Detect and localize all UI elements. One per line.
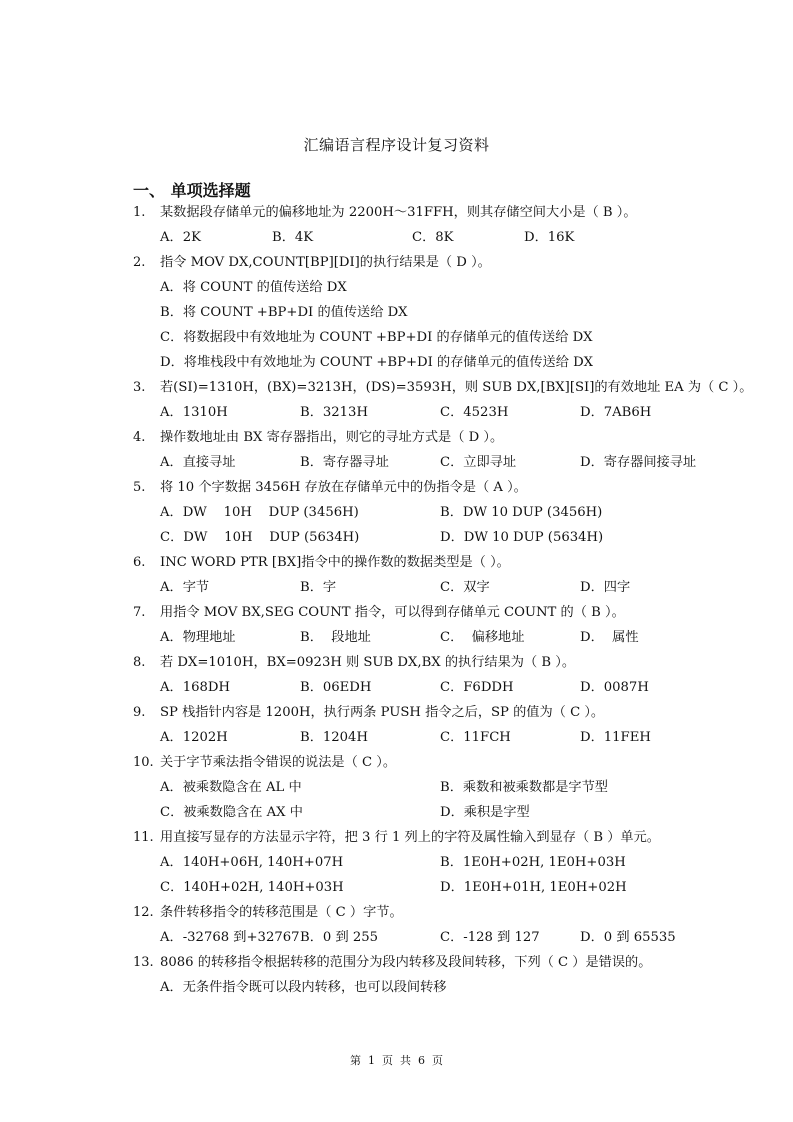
question-text: 将 10 个字数据 3456H 存放在存储单元中的伪指令是（ A ）。 [160, 480, 527, 495]
option-b: B．1E0H+02H, 1E0H+03H [440, 855, 626, 870]
option-b: B．字 [300, 580, 337, 595]
option-b: B．将 COUNT +BP+DI 的值传送给 DX [160, 305, 408, 320]
option-d: D．寄存器间接寻址 [580, 455, 697, 470]
section-heading: 一、 单项选择题 [133, 181, 251, 200]
question-text: 条件转移指令的转移范围是（ C ）字节。 [160, 905, 403, 920]
option-b: B． 段地址 [300, 630, 371, 645]
option-c: C．140H+02H, 140H+03H [160, 880, 344, 895]
question-number: 3. [133, 380, 146, 395]
question-number: 10. [133, 755, 154, 770]
question-text: 用指令 MOV BX,SEG COUNT 指令，可以得到存储单元 COUNT 的（ B ）。 [160, 605, 625, 620]
option-d: D．11FEH [580, 730, 651, 745]
option-b: B．3213H [300, 405, 368, 420]
option-c: C．立即寻址 [440, 455, 517, 470]
option-d: D．0087H [580, 680, 649, 695]
page-title: 汇编语言程序设计复习资料 [303, 136, 490, 154]
option-d: D．乘积是字型 [440, 805, 530, 820]
option-a: A．1202H [160, 730, 228, 745]
question-number: 11. [133, 830, 154, 845]
option-a: A．直接寻址 [160, 455, 236, 470]
option-d: D．0 到 65535 [580, 930, 676, 945]
option-c: C．被乘数隐含在 AX 中 [160, 805, 303, 820]
option-d: D．16K [524, 230, 575, 245]
question-text: 指令 MOV DX,COUNT[BP][DI]的执行结果是（ D ）。 [160, 255, 491, 270]
option-c: C． 偏移地址 [440, 630, 525, 645]
option-c: C．双字 [440, 580, 490, 595]
option-a: A．1310H [160, 405, 228, 420]
option-c: C．4523H [440, 405, 509, 420]
option-d: D．将堆栈段中有效地址为 COUNT +BP+DI 的存储单元的值传送给 DX [160, 355, 594, 370]
option-b: B．1204H [300, 730, 368, 745]
option-a: A．无条件指令既可以段内转移，也可以段间转移 [160, 980, 447, 995]
option-b: B．乘数和被乘数都是字节型 [440, 780, 608, 795]
option-b: B．4K [272, 230, 314, 245]
option-a: A．字节 [160, 580, 210, 595]
question-number: 8. [133, 655, 146, 670]
option-a: A．2K [160, 230, 201, 245]
question-text: 用直接写显存的方法显示字符，把 3 行 1 列上的字符及属性输入到显存（ B ）单元。 [160, 830, 660, 845]
question-number: 1. [133, 205, 146, 220]
option-c: C．8K [412, 230, 454, 245]
option-b: B．06EDH [300, 680, 372, 695]
question-text: 若 DX=1010H，BX=0923H 则 SUB DX,BX 的执行结果为（ B ）。 [160, 655, 576, 670]
option-c: C．-128 到 127 [440, 930, 540, 945]
option-d: D．7AB6H [580, 405, 652, 420]
option-c: C．DW 10H DUP (5634H) [160, 530, 360, 545]
option-c: C．11FCH [440, 730, 511, 745]
option-a: A．DW 10H DUP (3456H) [160, 505, 359, 520]
question-number: 6. [133, 555, 146, 570]
question-text: 若(SI)=1310H，(BX)=3213H，(DS)=3593H，则 SUB DX,[BX][SI]的有效地址 EA 为（ C ）。 [160, 380, 753, 395]
question-text: INC WORD PTR [BX]指令中的操作数的数据类型是（ ）。 [160, 555, 510, 570]
question-number: 9. [133, 705, 146, 720]
question-text: 某数据段存储单元的偏移地址为 2200H～31FFH，则其存储空间大小是（ B ）。 [160, 205, 637, 220]
option-b: B．寄存器寻址 [300, 455, 389, 470]
option-d: D．DW 10 DUP (5634H) [440, 530, 604, 545]
question-text: 8086 的转移指令根据转移的范围分为段内转移及段间转移，下列（ C ）是错误的。 [160, 955, 652, 970]
option-c: C．将数据段中有效地址为 COUNT +BP+DI 的存储单元的值传送给 DX [160, 330, 593, 345]
page-footer: 第 1 页 共 6 页 [350, 1054, 443, 1067]
question-text: SP 栈指针内容是 1200H，执行两条 PUSH 指令之后，SP 的值为（ C ）。 [160, 705, 605, 720]
option-a: A．140H+06H, 140H+07H [160, 855, 344, 870]
option-d: D． 属性 [580, 630, 639, 645]
option-a: A．168DH [160, 680, 230, 695]
question-number: 13. [133, 955, 154, 970]
question-number: 12. [133, 905, 154, 920]
question-number: 7. [133, 605, 146, 620]
option-d: D．四字 [580, 580, 631, 595]
question-number: 5. [133, 480, 146, 495]
option-d: D．1E0H+01H, 1E0H+02H [440, 880, 627, 895]
option-a: A．被乘数隐含在 AL 中 [160, 780, 302, 795]
question-text: 关于字节乘法指令错误的说法是（ C ）。 [160, 755, 397, 770]
option-b: B．DW 10 DUP (3456H) [440, 505, 603, 520]
option-a: A．-32768 到+32767 [160, 930, 300, 945]
option-a: A．物理地址 [160, 630, 236, 645]
option-a: A．将 COUNT 的值传送给 DX [160, 280, 347, 295]
option-c: C．F6DDH [440, 680, 514, 695]
question-text: 操作数地址由 BX 寄存器指出，则它的寻址方式是（ D ）。 [160, 430, 504, 445]
question-number: 4. [133, 430, 146, 445]
question-number: 2. [133, 255, 146, 270]
option-b: B．0 到 255 [300, 930, 379, 945]
